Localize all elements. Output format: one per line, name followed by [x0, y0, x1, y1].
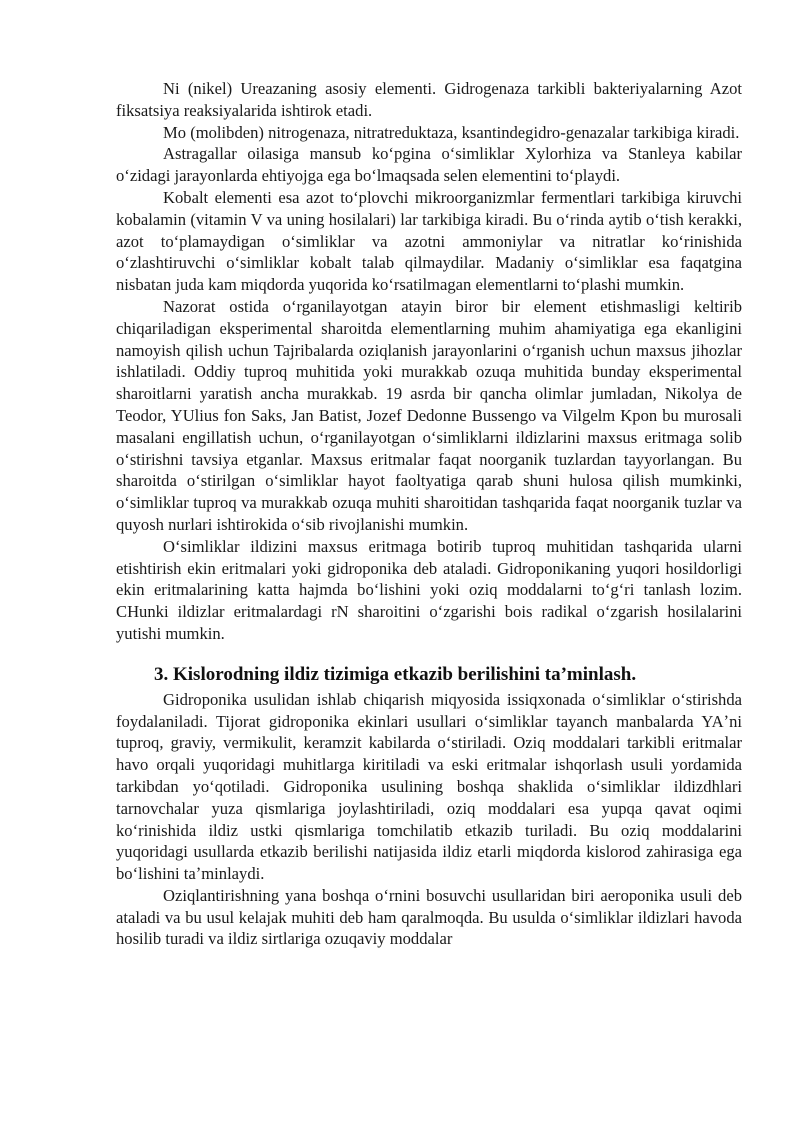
- paragraph-aeroponics: Oziqlantirishning yana boshqa oʻrnini bosuvchi usullaridan biri aeroponika usuli deb ataladi va bu usul kelajak muhiti deb ham qaralmoqda. Bu usulda oʻsimliklar ildizlari havoda hosilib turadi va ildiz sirtlariga ozuqaviy moddalar: [116, 885, 742, 949]
- section-heading: 3. Kislorodning ildiz tizimiga etkazib berilishini taʼminlash.: [154, 663, 637, 685]
- paragraph-hydroponics-definition: Oʻsimliklar ildizini maxsus eritmaga botirib tuproq muhitidan tashqarida ularni etishtirish ekin eritmalari yoki gidroponika deb ataladi. Gidroponikaning yuqori hosildorligi ekin eritmalarining katta hajmda boʻlishini yoki oziq moddalarni toʻgʻri tanlash lozim. CHunki ildizlar eritmalardagi rN sharoitini oʻzgarishi bois radikal oʻzgarish hosilalarini yutishi mumkin.: [116, 536, 742, 643]
- paragraph-nickel: Ni (nikel) Ureazaning asosiy elementi. Gidrogenaza tarkibli bakteriyalarning Azot fiksatsiya reaksiyalarida ishtirok etadi.: [116, 79, 742, 120]
- paragraph-selenium: Astragallar oilasiga mansub koʻpgina oʻsimliklar Xylorhiza va Stanleya kabilar oʻzidagi jarayonlarda ehtiyojga ega boʻlmaqsada selen elementini toʻplaydi.: [116, 144, 742, 186]
- paragraph-experimental-conditions: Nazorat ostida oʻrganilayotgan atayin biror bir element etishmasligi keltirib chiqariladigan eksperimental sharoitda elementlarning muhim ahamiyatiga ega ekanligini namoyish qilish uchun Tajribalarda oziqlanish jarayonlarini oʻrganish uchun maxsus jihozlar ishlatiladi. Oddiy tuproq muhitida yoki murakkab ozuqa muhitida bunday eksperimental sharoitlarni yaratish ancha murakkab. 19 asrda bir qancha olimlar jumladan, Nikolya de Teodor, YUlius fon Saks, Jan Batist, Jozef Dedonne Bussengo va Vilgelm Kpon bu murosali masalani engillatish uchun, oʻrganilayotgan oʻsimliklarni ildizlarini maxsus eritmaga solib oʻstirishni tavsiya etganlar. Maxsus eritmalar faqat noorganik tuzlardan tayyorlangan. Bu sharoitda oʻstirilgan oʻsimliklar hayot faoltyatiga qarab shuni hulosa qilish mumkinki, oʻsimliklar tuproq va murakkab ozuqa muhiti sharoitidan tashqarida faqat noorganik tuzlar va quyosh nurlari ishtirokida oʻsib rivojlanishi mumkin.: [116, 296, 742, 534]
- paragraph-molybdenum: Mo (molibden) nitrogenaza, nitratreduktaza, ksantindegidro-genazalar tarkibiga kiradi.: [163, 122, 740, 142]
- paragraph-cobalt: Kobalt elementi esa azot toʻplovchi mikroorganizmlar fermentlari tarkibiga kiruvchi kobalamin (vitamin V va uning hosilalari) lar tarkibiga kiradi. Bu oʻrinda aytib oʻtish kerakki, azot toʻplamaydigan oʻsimliklar va azotni ammoniylar va nitratlar koʻrinishida oʻzlashtiruvchi oʻsimliklar kobalt talab qilmaydilar. Madaniy oʻsimliklar esa faqatgina nisbatan juda kam miqdorda yuqorida koʻrsatilmagan elementlarni toʻplashi mumkin.: [116, 187, 742, 295]
- paragraph-commercial-hydroponics: Gidroponika usulidan ishlab chiqarish miqyosida issiqxonada oʻsimliklar oʻstirishda foydalaniladi. Tijorat gidroponika ekinlari usullari oʻsimliklar tayanch manbalarda YAʼni tuproq, graviy, vermikulit, keramzit kabilarda oʻstiriladi. Oziq moddalari tarkibli eritmalar havo orqali yuqoridagi muhitlarga kiritiladi va eski eritmalar ishqorlash usuli yordamida tarkibdan yoʻqotiladi. Gidroponika usulining boshqa shaklida oʻsimliklar ildizdhlari tarnovchalar yuza qismlariga joylashtiriladi, oziq moddalari esa yupqa qavat oqimi koʻrinishida ildiz ustki qismlariga tomchilatib etkazib turiladi. Bu oziq moddalarini yuqoridagi usullarda etkazib berilishi natijasida ildiz etarli miqdorda kislorod zahirasiga ega boʻlishini taʼminlaydi.: [116, 689, 742, 884]
